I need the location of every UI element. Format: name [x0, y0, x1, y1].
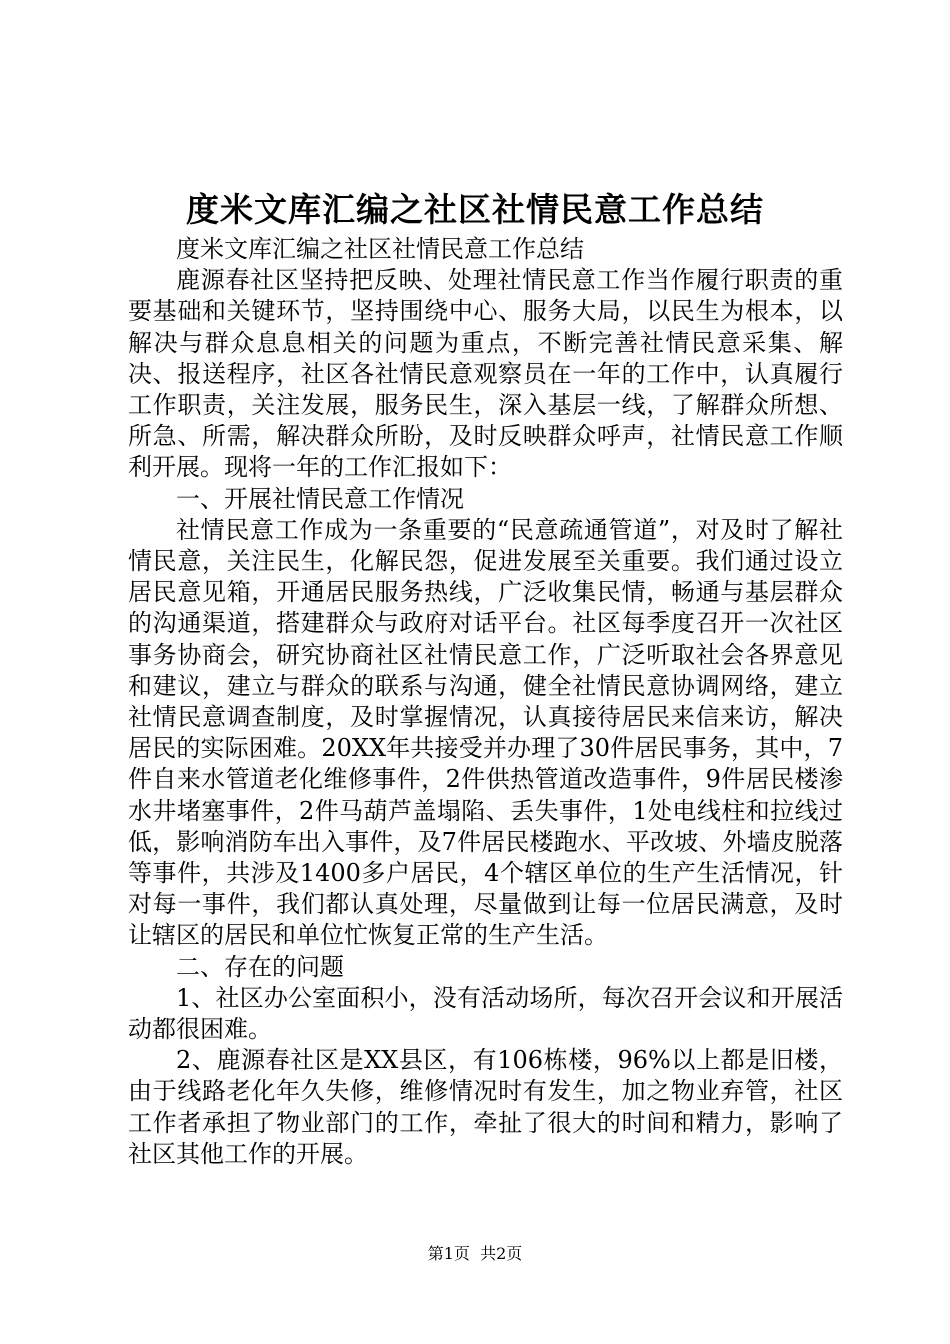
section-heading-2: 二、存在的问题 [176, 952, 344, 981]
intro-paragraph: 鹿源春社区坚持把反映、处理社情民意工作当作履行职责的重要基础和关键环节，坚持围绕中心、服务大局，以民生为根本，以解决与群众息息相关的问题为重点，不断完善社情民意采集、解决、报送程序，社区各社情民意观察员在一年的工作中，认真履行工作职责，关注发展，服务民生，深入基层一线，了解群众所想、所急、所需，解决群众所盼，及时反映群众呼声，社情民意工作顺利开展。现将一年的工作汇报如下： [128, 266, 843, 482]
issue-paragraph-1: 1、社区办公室面积小，没有活动场所，每次召开会议和开展活动都很困难。 [128, 983, 843, 1044]
footer-separator [470, 1244, 480, 1263]
issue-paragraph-2: 2、鹿源春社区是XX县区，有106栋楼，96%以上都是旧楼，由于线路老化年久失修，维修情况时有发生，加之物业弃管，社区工作者承担了物业部门的工作，牵扯了很大的时间和精力，影响了社区其他工作的开展。 [128, 1046, 843, 1168]
page-number-current: 第1页 [427, 1244, 470, 1263]
document-title: 度米文库汇编之社区社情民意工作总结 [186, 190, 764, 229]
section-1-paragraph: 社情民意工作成为一条重要的“民意疏通管道”，对及时了解社情民意，关注民生，化解民怨，促进发展至关重要。我们通过设立居民意见箱，开通居民服务热线，广泛收集民情，畅通与基层群众的沟通渠道，搭建群众与政府对话平台。社区每季度召开一次社区事务协商会，研究协商社区社情民意工作，广泛听取社会各界意见和建议，建立与群众的联系与沟通，健全社情民意协调网络，建立社情民意调查制度，及时掌握情况，认真接待居民来信来访，解决居民的实际困难。20XX年共接受并办理了30件居民事务，其中，7件自来水管道老化维修事件，2件供热管道改造事件，9件居民楼渗水井堵塞事件，2件马葫芦盖塌陷、丢失事件，1处电线柱和拉线过低，影响消防车出入事件，及7件居民楼跑水、平改坡、外墙皮脱落等事件，共涉及1400多户居民，4个辖区单位的生产生活情况，针对每一事件，我们都认真处理，尽量做到让每一位居民满意，及时让辖区的居民和单位忙恢复正常的生产生活。 [128, 515, 843, 950]
document-body [128, 234, 843, 1170]
subtitle-paragraph: 度米文库汇编之社区社情民意工作总结 [176, 235, 584, 263]
section-heading-1: 一、开展社情民意工作情况 [176, 484, 464, 513]
page-footer [0, 1244, 950, 1264]
page-number-total: 共2页 [480, 1244, 523, 1263]
